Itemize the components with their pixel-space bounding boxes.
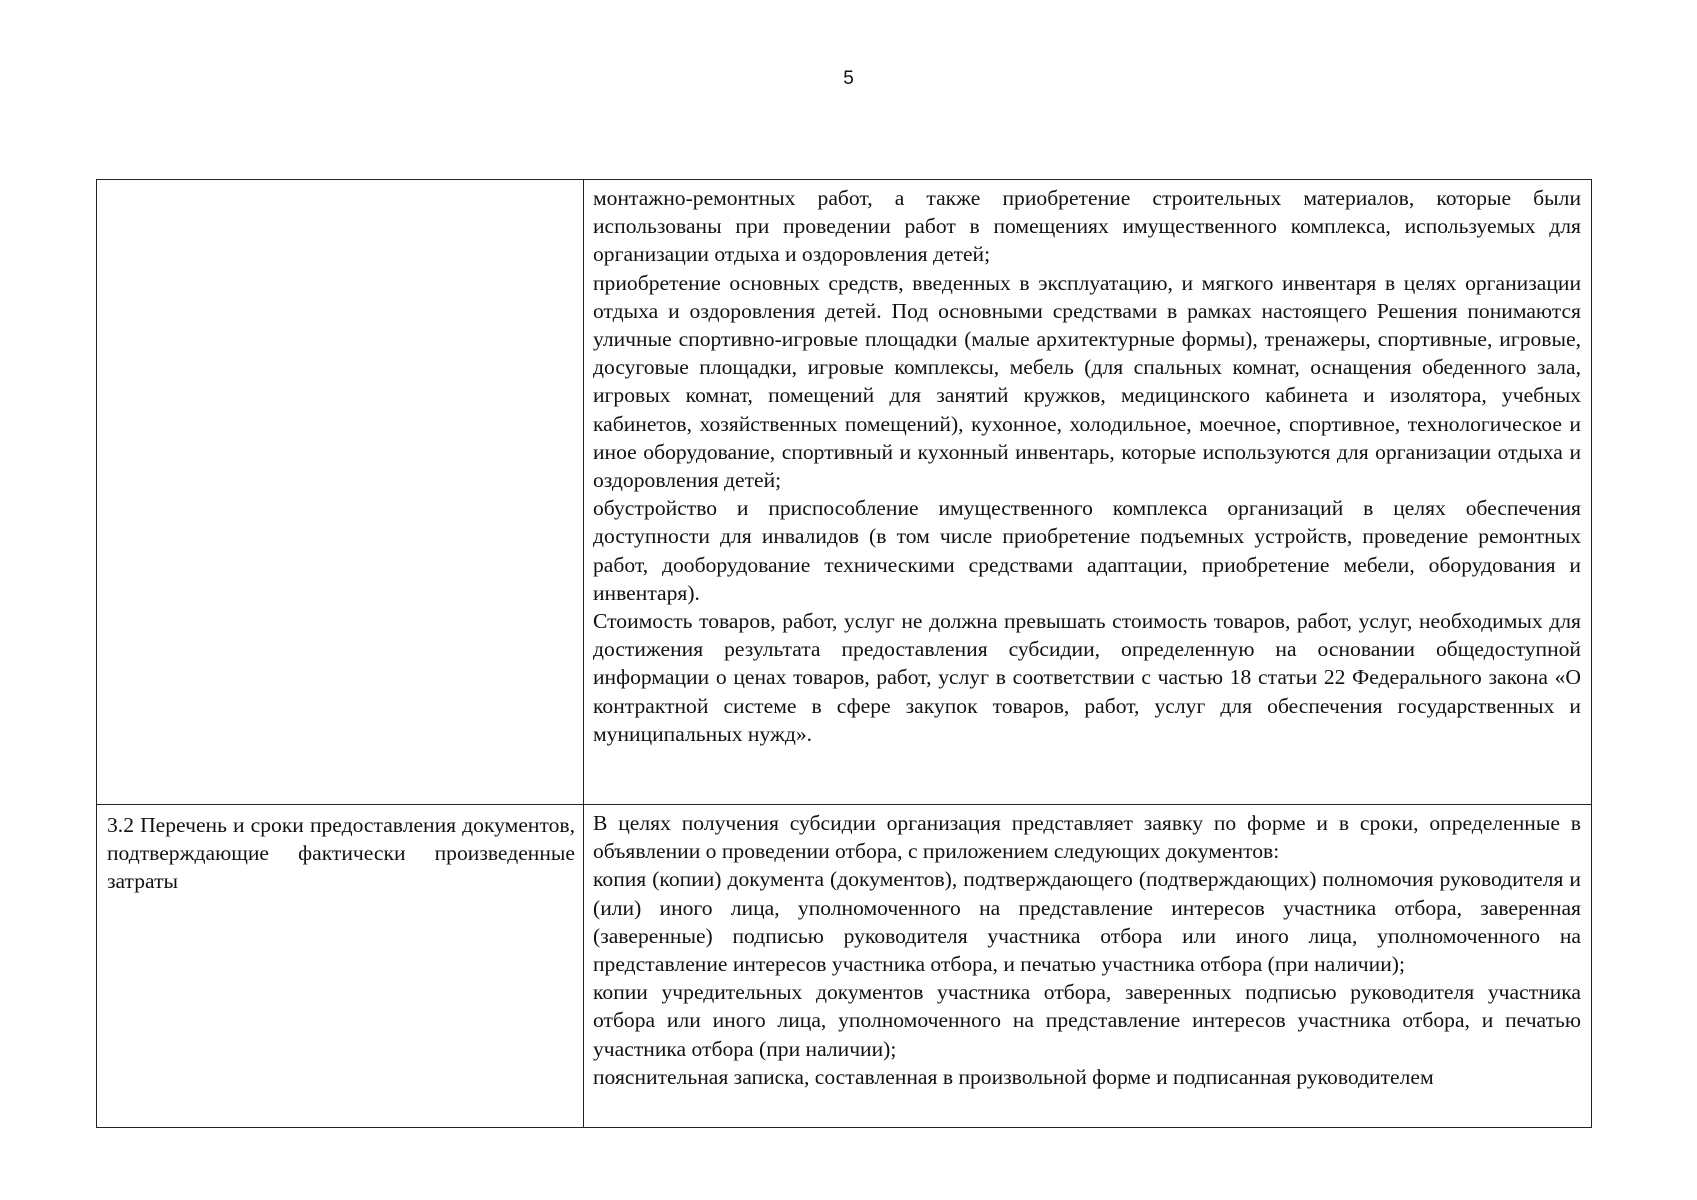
paragraph: пояснительная записка, составленная в произвольной форме и подписанная руководителем — [593, 1064, 1434, 1089]
table-row — [97, 805, 1592, 1128]
paragraph: монтажно-ремонтных работ, а также приобретение строительных материалов, которые были использованы при проведении работ в помещениях имущественного комплекса, используемых для организации отдыха и оздоровления детей; — [593, 186, 1581, 267]
page-number: 5 — [843, 68, 854, 89]
table-cell-content — [584, 180, 1592, 805]
paragraph: копия (копии) документа (документов), подтверждающего (подтверждающих) полномочия руководителя и (или) иного лица, уполномоченного на представление интересов участника отбора, заверенная (заверенные) подписью руководителя участника отбора или иного лица, уполномоченного на представление интересов участника отбора, и печатью участника отбора (при наличии); — [593, 867, 1581, 977]
paragraph: Стоимость товаров, работ, услуг не должна превышать стоимость товаров, работ, услуг, необходимых для достижения результата предоставления субсидии, определенную на основании общедоступной информации о ценах товаров, работ, услуг в соответствии с частью 18 статьи 22 Федерального закона «О контрактной системе в сфере закупок товаров, работ, услуг для обеспечения государственных и муниципальных нужд». — [593, 609, 1581, 746]
document-table — [96, 179, 1592, 1128]
table-cell-content — [584, 805, 1592, 1128]
table-cell-label: 3.2 Перечень и сроки предоставления документов, подтверждающие фактически произведенные затраты — [97, 805, 584, 1128]
table-row — [97, 180, 1592, 805]
paragraph: обустройство и приспособление имущественного комплекса организаций в целях обеспечения доступности для инвалидов (в том числе приобретение подъемных устройств, проведение ремонтных работ, дооборудование техническими средствами адаптации, приобретение мебели, оборудования и инвентаря). — [593, 496, 1581, 605]
paragraph: В целях получения субсидии организация представляет заявку по форме и в сроки, определенные в объявлении о проведении отбора, с приложением следующих документов: — [593, 811, 1581, 864]
table-cell-label — [97, 180, 584, 805]
paragraph: приобретение основных средств, введенных в эксплуатацию, и мягкого инвентаря в целях организации отдыха и оздоровления детей. Под основными средствами в рамках настоящего Решения понимаются уличные спортивно-игровые площадки (малые архитектурные формы), тренажеры, спортивные, игровые, досуговые площадки, игровые комплексы, мебель (для спальных комнат, оснащения обеденного зала, игровых комнат, помещений для занятий кружков, медицинского кабинета и изолятора, учебных кабинетов, хозяйственных помещений), кухонное, холодильное, моечное, спортивное, технологическое и иное оборудование, спортивный и кухонный инвентарь, которые используются для организации отдыха и оздоровления детей; — [593, 270, 1581, 493]
paragraph: копии учредительных документов участника отбора, заверенных подписью руководителя участника отбора или иного лица, уполномоченного на представление интересов участника отбора, и печатью участника отбора (при наличии); — [593, 980, 1581, 1061]
